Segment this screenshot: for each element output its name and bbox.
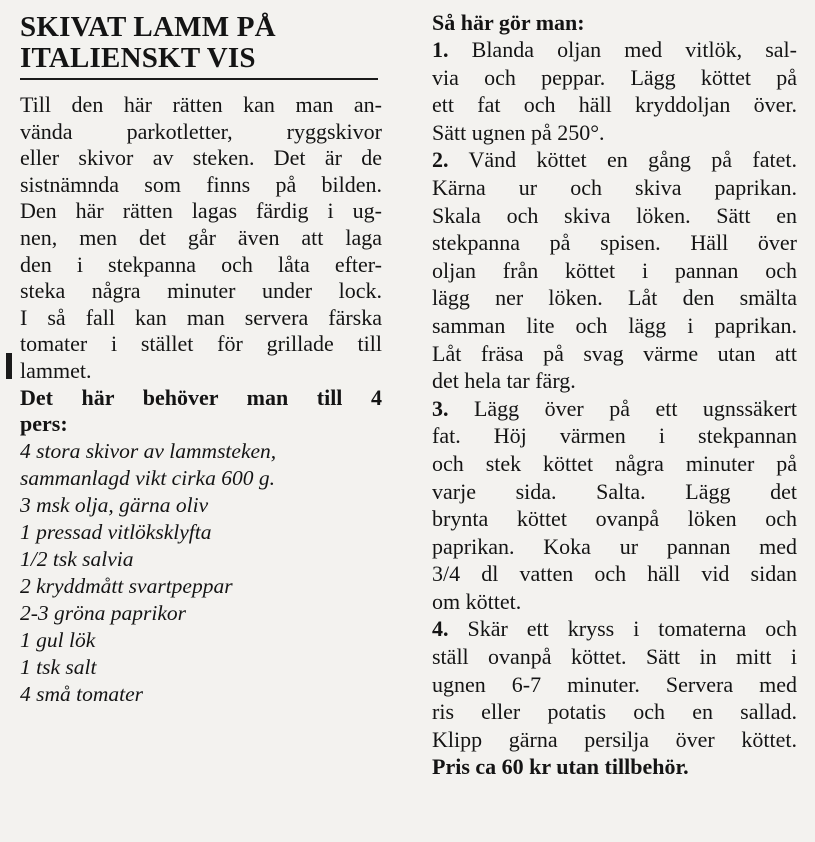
step-line: det hela tar färg. bbox=[432, 368, 576, 394]
step-1 bbox=[432, 36, 797, 146]
left-column bbox=[20, 0, 382, 708]
step-line: ris eller potatis och en sallad. bbox=[432, 699, 797, 725]
title-line: ITALIENSKT VIS bbox=[20, 42, 256, 74]
ingredient-item: 3 msk olja, gärna oliv bbox=[20, 492, 209, 517]
ingredient-item: 2-3 gröna paprikor bbox=[20, 600, 187, 625]
intro-line: nen, men det går även att laga bbox=[20, 224, 382, 250]
step-number: 2. bbox=[432, 147, 449, 173]
step-line: stekpanna på spisen. Häll över bbox=[432, 230, 797, 256]
ingredients-heading: Det här behöver man till 4 bbox=[20, 384, 382, 410]
step-line: Skala och skiva löken. Sätt en bbox=[432, 202, 797, 228]
margin-marker bbox=[6, 353, 12, 379]
intro-line: steka några minuter under lock. bbox=[20, 278, 382, 304]
ingredient-item: 4 små tomater bbox=[20, 681, 144, 706]
ingredient-item: 1 tsk salt bbox=[20, 654, 97, 679]
recipe-title bbox=[20, 12, 382, 74]
ingredient-item: 1 gul lök bbox=[20, 627, 96, 652]
step-line: samman lite och lägg i paprikan. bbox=[432, 312, 797, 338]
ingredients-heading: pers: bbox=[20, 411, 68, 437]
ingredient-item: 1/2 tsk salvia bbox=[20, 546, 134, 571]
intro-line: Till den här rätten kan man an- bbox=[20, 92, 382, 117]
step-line: paprikan. Koka ur pannan med bbox=[432, 533, 797, 559]
ingredient-item: 2 kryddmått svartpeppar bbox=[20, 573, 233, 598]
intro-line: sistnämnda som finns på bilden. bbox=[20, 171, 382, 197]
step-line: ett fat och häll kryddoljan över. bbox=[432, 92, 797, 118]
intro-line: eller skivor av steken. Det är de bbox=[20, 145, 382, 171]
ingredient-item: sammanlagd vikt cirka 600 g. bbox=[20, 465, 275, 490]
step-line: ställ ovanpå köttet. Sätt in mitt i bbox=[432, 644, 797, 670]
intro-line: vända parkotletter, ryggskivor bbox=[20, 118, 382, 144]
ingredient-item: 1 pressad vitlöksklyfta bbox=[20, 519, 212, 544]
step-line: brynta köttet ovanpå löken och bbox=[432, 506, 797, 532]
step-line: fat. Höj värmen i stekpannan bbox=[432, 423, 797, 449]
step-3 bbox=[432, 395, 797, 616]
step-line: 3/4 dl vatten och häll vid sidan bbox=[432, 561, 797, 587]
step-line: Sätt ugnen på 250°. bbox=[432, 119, 605, 145]
price-note: Pris ca 60 kr utan tillbehör. bbox=[432, 754, 689, 780]
step-number: 4. bbox=[432, 616, 449, 642]
step-number: 1. bbox=[432, 37, 449, 62]
intro-line: I så fall kan man servera färska bbox=[20, 304, 382, 330]
step-2 bbox=[432, 146, 797, 394]
intro-line: den i stekpanna och låta efter- bbox=[20, 251, 382, 277]
step-line: via och peppar. Lägg köttet på bbox=[432, 64, 797, 90]
step-line: varje sida. Salta. Lägg det bbox=[432, 478, 797, 504]
step-line: om köttet. bbox=[432, 588, 522, 614]
right-column bbox=[432, 0, 797, 781]
intro-line: Den här rätten lagas färdig i ug- bbox=[20, 198, 382, 224]
step-line: Skär ett kryss i tomaterna och bbox=[448, 616, 797, 642]
method-steps bbox=[432, 36, 797, 781]
step-line: lägg ner löken. Låt den smälta bbox=[432, 285, 797, 311]
step-line: Klipp gärna persilja över köttet. bbox=[432, 726, 797, 752]
method-heading: Så här gör man: bbox=[432, 10, 585, 35]
step-line: ugnen 6-7 minuter. Servera med bbox=[432, 671, 797, 697]
ingredient-item: 4 stora skivor av lammsteken, bbox=[20, 438, 277, 463]
step-line: oljan från köttet i pannan och bbox=[432, 257, 797, 283]
step-line: och stek köttet några minuter på bbox=[432, 450, 797, 476]
step-number: 3. bbox=[432, 395, 449, 421]
ingredients-list bbox=[20, 438, 382, 708]
step-line: Låt fräsa på svag värme utan att bbox=[432, 340, 797, 366]
step-line: Blanda oljan med vitlök, sal- bbox=[448, 37, 797, 62]
step-line: Lägg över på ett ugnssäkert bbox=[448, 395, 797, 421]
step-line: Vänd köttet en gång på fatet. bbox=[448, 147, 797, 173]
step-4 bbox=[432, 615, 797, 753]
title-rule bbox=[20, 78, 378, 80]
step-line: Kärna ur och skiva paprikan. bbox=[432, 174, 797, 200]
title-line: SKIVAT LAMM PÅ bbox=[20, 11, 276, 43]
intro-line: tomater i stället för grillade till bbox=[20, 331, 382, 357]
intro-line: lammet. bbox=[20, 357, 92, 383]
intro-text bbox=[20, 92, 382, 708]
